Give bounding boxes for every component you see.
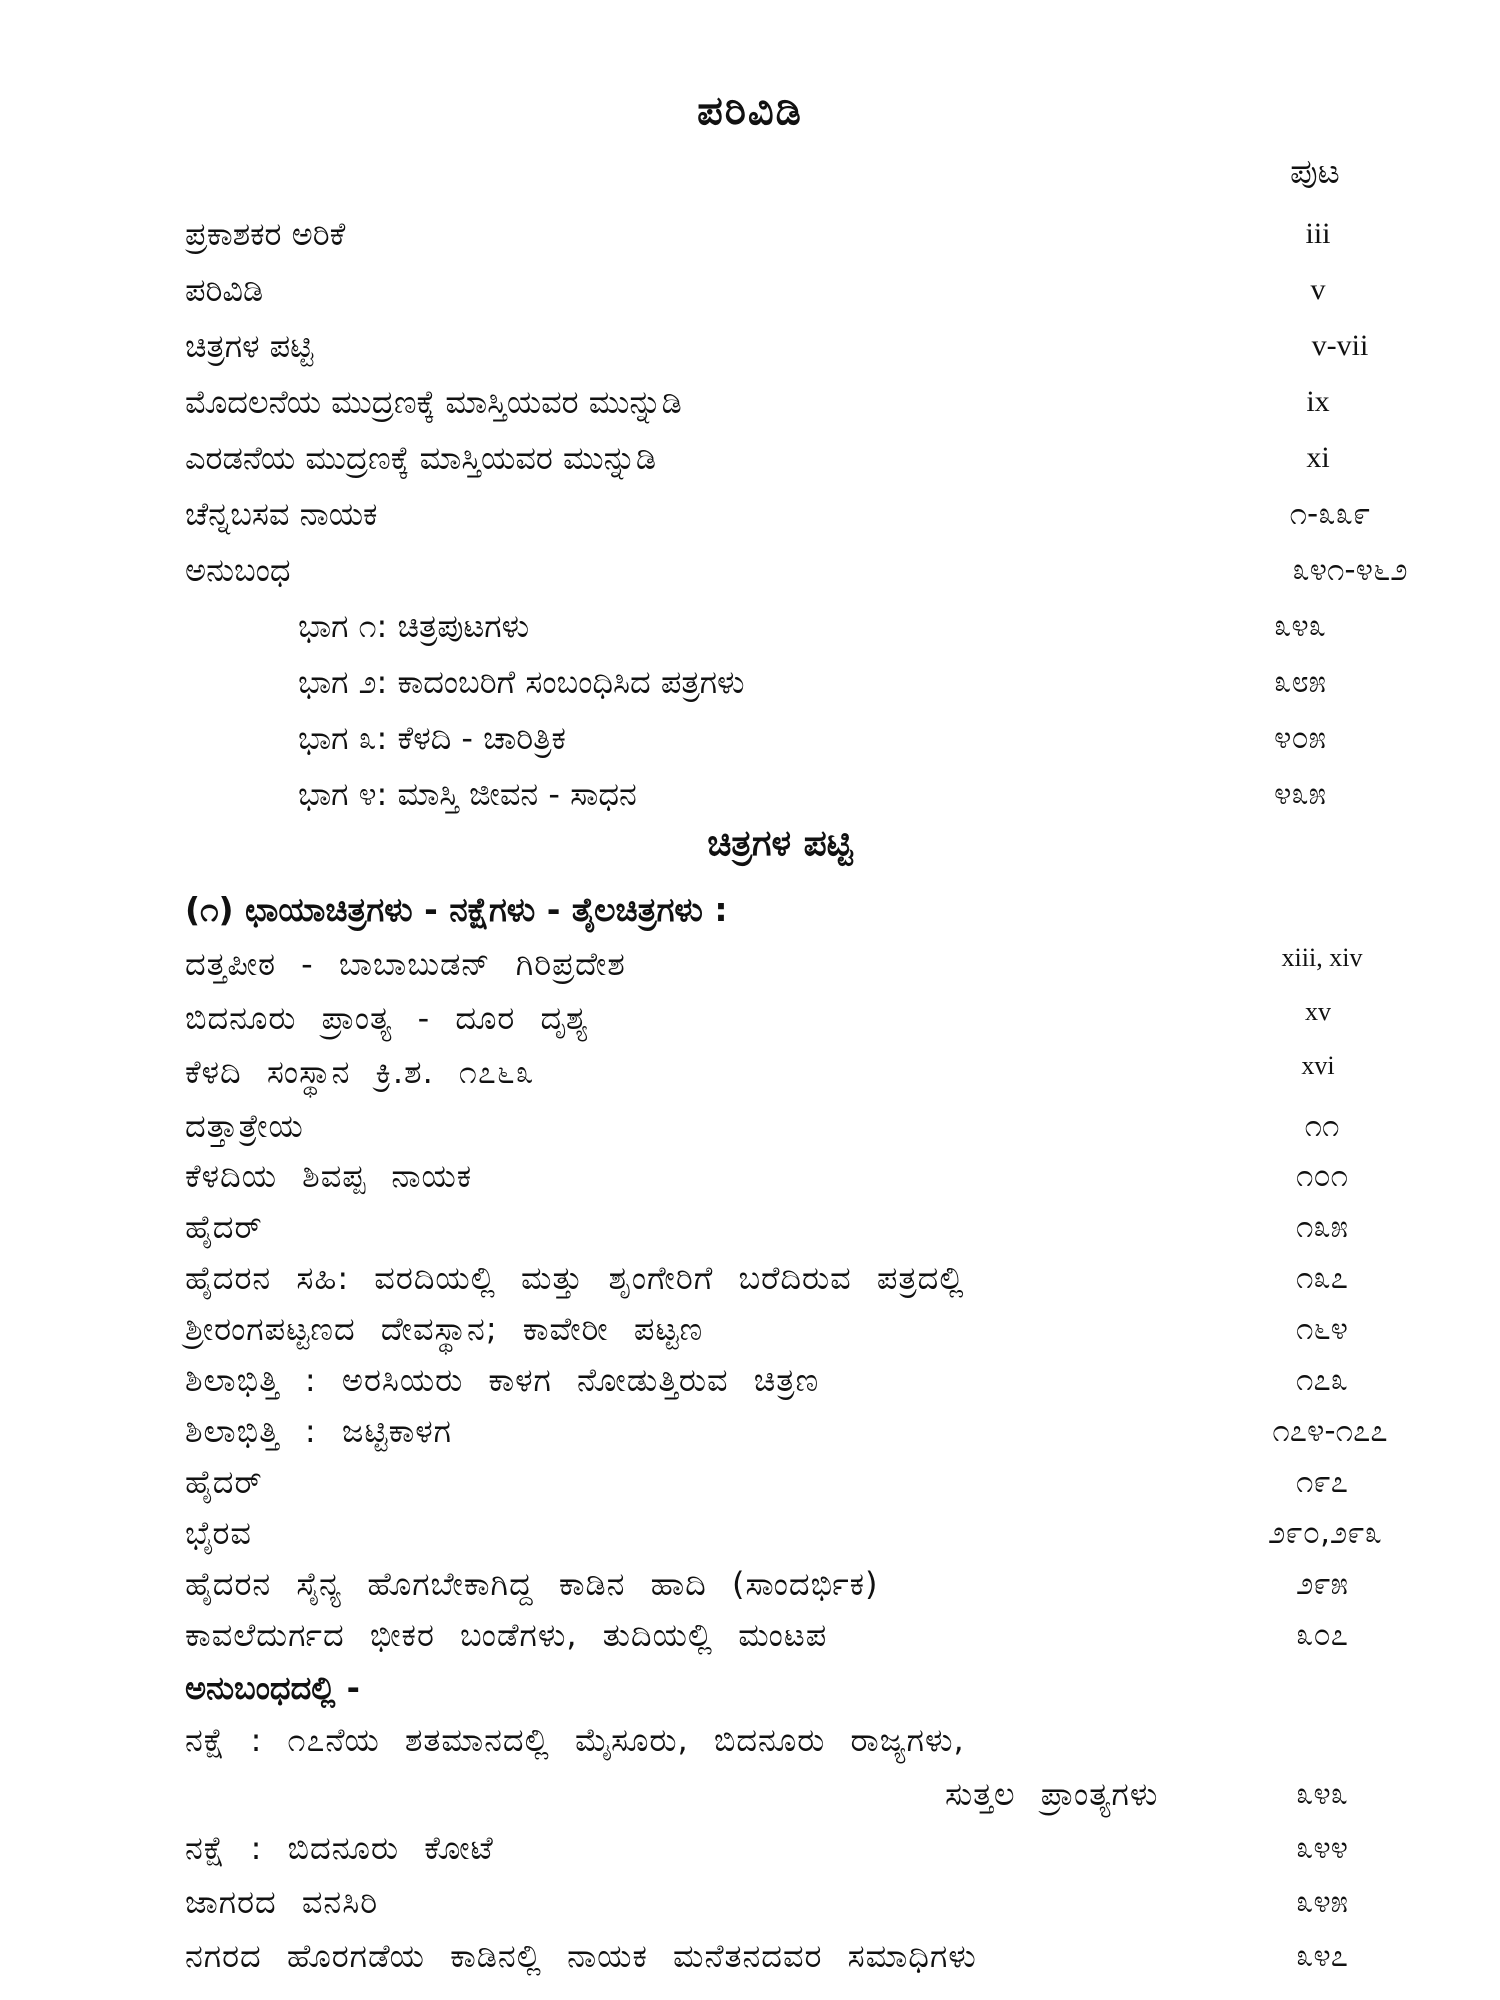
- appendix-entry-title: ನಗರದ ಹೊರಗಡೆಯ ಕಾಡಿನಲ್ಲಿ ನಾಯಕ ಮನೆತನದವರ ಸಮಾಧಿಗಳು: [185, 1937, 977, 1975]
- figure-row: [0, 1409, 1500, 1459]
- figure-entry-title: ಬಿದನೂರು ಪ್ರಾಂತ್ಯ - ದೂರ ದೃಶ್ಯ: [185, 999, 589, 1037]
- figure-row: [0, 1205, 1500, 1255]
- figure-entry-page: ೧೩೫: [1295, 1209, 1349, 1245]
- toc-row: [0, 436, 1500, 486]
- figures-heading: ಚಿತ್ರಗಳ ಪಟ್ಟಿ: [707, 823, 853, 864]
- toc-row: [0, 660, 1500, 710]
- appendix-row: [0, 1718, 1500, 1768]
- figure-entry-page: xv: [1305, 997, 1331, 1026]
- figure-entry-page: ೧೬೪: [1295, 1311, 1349, 1347]
- figure-entry-page: ೩೦೭: [1295, 1617, 1349, 1653]
- appendix-row: [0, 1772, 1500, 1822]
- toc-entry-page: ೧-೩೩೯: [1289, 496, 1371, 532]
- toc-entry-page: v-vii: [1311, 329, 1369, 362]
- appendix-entry-title: ಜಾಗರದ ವನಸಿರಿ: [185, 1883, 379, 1921]
- figure-entry-title: ಶ್ರೀರಂಗಪಟ್ಟಣದ ದೇವಸ್ಥಾನ; ಕಾವೇರೀ ಪಟ್ಟಣ: [185, 1310, 704, 1348]
- toc-entry-title: ಭಾಗ ೧: ಚಿತ್ರಪುಟಗಳು: [298, 607, 530, 645]
- toc-entry-title: ಅನುಬಂಧ: [185, 551, 291, 589]
- figures-subsection-title: (೧) ಛಾಯಾಚಿತ್ರಗಳು - ನಕ್ಷೆಗಳು - ತೈಲಚಿತ್ರಗಳು :: [185, 890, 728, 929]
- figure-row: [0, 996, 1500, 1046]
- appendix-entry-page: ೩೪೩: [1295, 1776, 1349, 1812]
- toc-entry-page: ೪೩೫: [1273, 776, 1327, 812]
- toc-entry-page: v: [1310, 273, 1326, 306]
- page-title: ಪರಿವಿಡಿ: [697, 88, 803, 134]
- toc-entry-page: ೪೦೫: [1273, 720, 1327, 756]
- figure-entry-title: ಹೈದರ್: [185, 1208, 263, 1246]
- appendix-heading: ಅನುಬಂಧದಲ್ಲಿ -: [185, 1669, 360, 1707]
- figure-row: [0, 1104, 1500, 1154]
- toc-row: [0, 212, 1500, 262]
- figure-entry-title: ದತ್ತಪೀಠ - ಬಾಬಾಬುಡನ್ ಗಿರಿಪ್ರದೇಶ: [185, 945, 626, 983]
- toc-entry-page: ix: [1306, 385, 1330, 418]
- figure-entry-title: ಹೈದರ್: [185, 1463, 263, 1501]
- figure-row: [0, 1562, 1500, 1612]
- figure-entry-page: xiii, xiv: [1281, 943, 1363, 972]
- appendix-entry-page: ೩೪೪: [1295, 1830, 1349, 1866]
- figure-entry-title: ಭೈರವ: [185, 1514, 252, 1552]
- toc-entry-title: ಎರಡನೆಯ ಮುದ್ರಣಕ್ಕೆ ಮಾಸ್ತಿಯವರ ಮುನ್ನುಡಿ: [185, 439, 657, 477]
- toc-row: [0, 268, 1500, 318]
- figure-entry-title: ಶಿಲಾಭಿತ್ತಿ : ಅರಸಿಯರು ಕಾಳಗ ನೋಡುತ್ತಿರುವ ಚಿತ್ರಣ: [185, 1361, 820, 1399]
- appendix-entry-page: ೩೪೫: [1295, 1884, 1349, 1920]
- figure-entry-page: ೧೩೭: [1295, 1260, 1349, 1296]
- figure-row: [0, 1511, 1500, 1561]
- figure-entry-title: ಶಿಲಾಭಿತ್ತಿ : ಜಟ್ಟಿಕಾಳಗ: [185, 1412, 452, 1450]
- figure-row: [0, 1613, 1500, 1663]
- appendix-row: [0, 1826, 1500, 1876]
- figure-entry-title: ದತ್ತಾತ್ರೇಯ: [185, 1107, 304, 1145]
- figure-row: [0, 1050, 1500, 1100]
- figure-row: [0, 1460, 1500, 1510]
- toc-entry-title: ಚಿತ್ರಗಳ ಪಟ್ಟಿ: [185, 327, 314, 365]
- page-column-heading: ಪುಟ: [1290, 152, 1340, 192]
- figure-entry-title: ಹೈದರನ ಸೈನ್ಯ ಹೊಗಬೇಕಾಗಿದ್ದ ಕಾಡಿನ ಹಾದಿ (ಸಾಂದರ್ಭಿಕ): [185, 1565, 879, 1603]
- appendix-row: [0, 1880, 1500, 1930]
- toc-entry-title: ಮೊದಲನೆಯ ಮುದ್ರಣಕ್ಕೆ ಮಾಸ್ತಿಯವರ ಮುನ್ನುಡಿ: [185, 383, 682, 421]
- figure-entry-page: ೧೯೭: [1295, 1464, 1349, 1500]
- figure-entry-page: ೧೭೩: [1295, 1362, 1349, 1398]
- toc-entry-page: ೩೪೧-೪೬೨: [1292, 552, 1408, 588]
- figure-entry-page: ೨೯೦,೨೯೩: [1267, 1515, 1383, 1551]
- figure-row: [0, 942, 1500, 992]
- figure-entry-page: ೧೧: [1304, 1108, 1340, 1144]
- toc-entry-title: ಚೆನ್ನಬಸವ ನಾಯಕ: [185, 495, 378, 533]
- appendix-heading-row: [0, 1666, 1500, 1716]
- figure-entry-title: ಕೆಳದಿ ಸಂಸ್ಥಾನ ಕ್ರಿ.ಶ. ೧೭೬೩: [185, 1053, 535, 1091]
- toc-entry-title: ಪ್ರಕಾಶಕರ ಅರಿಕೆ: [185, 215, 346, 253]
- toc-entry-title: ಭಾಗ ೩: ಕೆಳದಿ - ಚಾರಿತ್ರಿಕ: [298, 719, 566, 757]
- figure-row: [0, 1256, 1500, 1306]
- appendix-entry-title: ನಕ್ಷೆ : ೧೭ನೆಯ ಶತಮಾನದಲ್ಲಿ ಮೈಸೂರು, ಬಿದನೂರು ರಾಜ್ಯಗಳು,: [185, 1721, 965, 1759]
- toc-row: [0, 492, 1500, 542]
- appendix-entry-title: ನಕ್ಷೆ : ಬಿದನೂರು ಕೋಟೆ: [185, 1829, 494, 1867]
- figure-row: [0, 1358, 1500, 1408]
- figure-entry-page: ೧೭೪-೧೭೭: [1272, 1413, 1388, 1449]
- figure-row: [0, 1154, 1500, 1204]
- figure-entry-title: ಹೈದರನ ಸಹಿ: ವರದಿಯಲ್ಲಿ ಮತ್ತು ಶೃಂಗೇರಿಗೆ ಬರೆದಿರುವ ಪತ್ರದಲ್ಲಿ: [185, 1259, 965, 1297]
- toc-entry-page: iii: [1305, 217, 1331, 250]
- appendix-entry-title: ಸುತ್ತಲ ಪ್ರಾಂತ್ಯಗಳು: [945, 1775, 1159, 1813]
- figures-subsection-heading: [0, 888, 1500, 938]
- figure-entry-page: xvi: [1301, 1051, 1335, 1080]
- toc-entry-title: ಭಾಗ ೨: ಕಾದಂಬರಿಗೆ ಸಂಬಂಧಿಸಿದ ಪತ್ರಗಳು: [298, 663, 745, 701]
- toc-entry-page: ೩೪೩: [1273, 608, 1327, 644]
- figure-row: [0, 1307, 1500, 1357]
- toc-row: [0, 604, 1500, 654]
- toc-entry-page: ೩೮೫: [1273, 664, 1327, 700]
- toc-entry-title: ಭಾಗ ೪: ಮಾಸ್ತಿ ಜೀವನ - ಸಾಧನ: [298, 775, 637, 813]
- toc-entry-page: xi: [1306, 441, 1330, 474]
- toc-entry-title: ಪರಿವಿಡಿ: [185, 271, 264, 309]
- figure-entry-page: ೨೯೫: [1295, 1566, 1349, 1602]
- appendix-entry-page: ೩೪೭: [1295, 1938, 1349, 1974]
- toc-row: [0, 716, 1500, 766]
- toc-row: [0, 772, 1500, 822]
- figure-entry-title: ಕಾವಲೆದುರ್ಗದ ಭೀಕರ ಬಂಡೆಗಳು, ತುದಿಯಲ್ಲಿ ಮಂಟಪ: [185, 1616, 828, 1654]
- appendix-row: [0, 1934, 1500, 1984]
- figure-entry-title: ಕೆಳದಿಯ ಶಿವಪ್ಪ ನಾಯಕ: [185, 1157, 473, 1195]
- toc-row: [0, 324, 1500, 374]
- toc-row: [0, 548, 1500, 598]
- figure-entry-page: ೧೦೧: [1295, 1158, 1349, 1194]
- toc-row: [0, 380, 1500, 430]
